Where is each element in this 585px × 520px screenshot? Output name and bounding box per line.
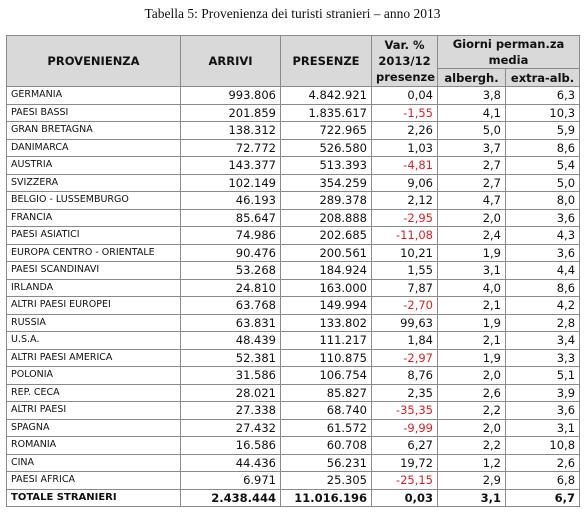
row-presenze: 202.685 xyxy=(281,227,372,245)
header-variazione-line1: Var. % xyxy=(384,38,425,52)
row-name: CINA xyxy=(7,454,181,472)
row-arrivi: 27.338 xyxy=(181,402,281,420)
header-arrivi: ARRIVI xyxy=(181,36,281,87)
row-name: ALTRI PAESI EUROPEI xyxy=(7,297,181,315)
total-extra: 6,7 xyxy=(506,489,580,507)
table-row xyxy=(7,104,580,122)
row-arrivi: 993.806 xyxy=(181,87,281,105)
row-name: REP. CECA xyxy=(7,384,181,402)
table-row xyxy=(7,419,580,437)
row-name: GRAN BRETAGNA xyxy=(7,122,181,140)
row-var: 6,27 xyxy=(372,437,438,455)
row-extra: 3,1 xyxy=(506,419,580,437)
row-albergh: 1,9 xyxy=(438,244,506,262)
row-presenze: 208.888 xyxy=(281,209,372,227)
row-presenze: 163.000 xyxy=(281,279,372,297)
row-presenze: 184.924 xyxy=(281,262,372,280)
row-presenze: 200.561 xyxy=(281,244,372,262)
row-presenze: 289.378 xyxy=(281,192,372,210)
row-extra: 3,3 xyxy=(506,349,580,367)
table-row xyxy=(7,122,580,140)
header-extra-alb: extra-alb. xyxy=(506,69,580,87)
row-name: AUSTRIA xyxy=(7,157,181,175)
row-presenze: 513.393 xyxy=(281,157,372,175)
row-extra: 6,3 xyxy=(506,87,580,105)
tourist-origin-table xyxy=(6,35,580,507)
row-arrivi: 52.381 xyxy=(181,349,281,367)
row-arrivi: 46.193 xyxy=(181,192,281,210)
table-row xyxy=(7,139,580,157)
table-row xyxy=(7,244,580,262)
table-row xyxy=(7,367,580,385)
row-var: -25,15 xyxy=(372,472,438,490)
row-extra: 6,8 xyxy=(506,472,580,490)
row-var: 99,63 xyxy=(372,314,438,332)
row-albergh: 4,1 xyxy=(438,104,506,122)
header-presenze: PRESENZE xyxy=(281,36,372,87)
table-row xyxy=(7,87,580,105)
row-var: 2,12 xyxy=(372,192,438,210)
row-albergh: 2,2 xyxy=(438,437,506,455)
row-presenze: 722.965 xyxy=(281,122,372,140)
row-albergh: 4,7 xyxy=(438,192,506,210)
row-var: 7,87 xyxy=(372,279,438,297)
row-albergh: 3,7 xyxy=(438,139,506,157)
row-arrivi: 31.586 xyxy=(181,367,281,385)
row-arrivi: 63.831 xyxy=(181,314,281,332)
row-name: SPAGNA xyxy=(7,419,181,437)
row-albergh: 3,8 xyxy=(438,87,506,105)
row-presenze: 1.835.617 xyxy=(281,104,372,122)
row-extra: 8,6 xyxy=(506,279,580,297)
row-var: -2,97 xyxy=(372,349,438,367)
row-arrivi: 90.476 xyxy=(181,244,281,262)
row-var: -11,08 xyxy=(372,227,438,245)
table-row xyxy=(7,262,580,280)
table-row xyxy=(7,472,580,490)
row-var: 9,06 xyxy=(372,174,438,192)
row-presenze: 68.740 xyxy=(281,402,372,420)
row-arrivi: 44.436 xyxy=(181,454,281,472)
row-name: GERMANIA xyxy=(7,87,181,105)
total-arrivi: 2.438.444 xyxy=(181,489,281,507)
row-albergh: 1,2 xyxy=(438,454,506,472)
row-arrivi: 85.647 xyxy=(181,209,281,227)
table-row xyxy=(7,437,580,455)
row-arrivi: 74.986 xyxy=(181,227,281,245)
row-name: BELGIO - LUSSEMBURGO xyxy=(7,192,181,210)
row-albergh: 3,1 xyxy=(438,262,506,280)
row-name: PAESI ASIATICI xyxy=(7,227,181,245)
row-var: 1,03 xyxy=(372,139,438,157)
row-var: 10,21 xyxy=(372,244,438,262)
row-presenze: 85.827 xyxy=(281,384,372,402)
row-var: -2,70 xyxy=(372,297,438,315)
row-albergh: 2,0 xyxy=(438,419,506,437)
table-row xyxy=(7,157,580,175)
header-variazione-line2: 2013/12 xyxy=(378,54,431,68)
row-extra: 5,9 xyxy=(506,122,580,140)
row-var: 19,72 xyxy=(372,454,438,472)
row-arrivi: 201.859 xyxy=(181,104,281,122)
row-name: RUSSIA xyxy=(7,314,181,332)
row-presenze: 111.217 xyxy=(281,332,372,350)
row-name: EUROPA CENTRO - ORIENTALE xyxy=(7,244,181,262)
table-row xyxy=(7,174,580,192)
row-presenze: 149.994 xyxy=(281,297,372,315)
row-arrivi: 63.768 xyxy=(181,297,281,315)
row-presenze: 354.259 xyxy=(281,174,372,192)
row-var: 2,26 xyxy=(372,122,438,140)
row-name: DANIMARCA xyxy=(7,139,181,157)
table-row xyxy=(7,349,580,367)
row-albergh: 2,1 xyxy=(438,332,506,350)
row-extra: 3,9 xyxy=(506,384,580,402)
table-row xyxy=(7,314,580,332)
row-extra: 5,0 xyxy=(506,174,580,192)
table-row xyxy=(7,402,580,420)
row-albergh: 2,0 xyxy=(438,367,506,385)
row-albergh: 1,9 xyxy=(438,349,506,367)
row-albergh: 2,6 xyxy=(438,384,506,402)
row-extra: 3,4 xyxy=(506,332,580,350)
row-name: ALTRI PAESI AMERICA xyxy=(7,349,181,367)
table-row xyxy=(7,384,580,402)
row-name: U.S.A. xyxy=(7,332,181,350)
row-arrivi: 48.439 xyxy=(181,332,281,350)
row-presenze: 61.572 xyxy=(281,419,372,437)
row-var: 8,76 xyxy=(372,367,438,385)
row-name: ALTRI PAESI xyxy=(7,402,181,420)
row-var: -4,81 xyxy=(372,157,438,175)
total-albergh: 3,1 xyxy=(438,489,506,507)
table-row-total xyxy=(7,489,580,507)
row-var: -2,95 xyxy=(372,209,438,227)
row-extra: 5,1 xyxy=(506,367,580,385)
table-row xyxy=(7,454,580,472)
row-albergh: 2,1 xyxy=(438,297,506,315)
row-extra: 10,3 xyxy=(506,104,580,122)
row-presenze: 110.875 xyxy=(281,349,372,367)
header-giorni-line1: Giorni perman.za xyxy=(452,37,565,51)
row-extra: 8,6 xyxy=(506,139,580,157)
row-var: -9,99 xyxy=(372,419,438,437)
row-extra: 5,4 xyxy=(506,157,580,175)
header-variazione xyxy=(372,36,438,87)
row-arrivi: 6.971 xyxy=(181,472,281,490)
row-var: -1,55 xyxy=(372,104,438,122)
row-name: POLONIA xyxy=(7,367,181,385)
row-presenze: 56.231 xyxy=(281,454,372,472)
row-arrivi: 27.432 xyxy=(181,419,281,437)
row-arrivi: 138.312 xyxy=(181,122,281,140)
row-extra: 10,8 xyxy=(506,437,580,455)
row-var: 1,84 xyxy=(372,332,438,350)
table-row xyxy=(7,192,580,210)
row-albergh: 2,0 xyxy=(438,209,506,227)
row-name: PAESI AFRICA xyxy=(7,472,181,490)
row-albergh: 2,7 xyxy=(438,157,506,175)
row-albergh: 5,0 xyxy=(438,122,506,140)
row-albergh: 2,2 xyxy=(438,402,506,420)
header-albergh: albergh. xyxy=(438,69,506,87)
row-albergh: 2,7 xyxy=(438,174,506,192)
row-presenze: 106.754 xyxy=(281,367,372,385)
row-presenze: 526.580 xyxy=(281,139,372,157)
row-albergh: 1,9 xyxy=(438,314,506,332)
table-row xyxy=(7,297,580,315)
row-extra: 3,6 xyxy=(506,402,580,420)
row-arrivi: 16.586 xyxy=(181,437,281,455)
header-giorni-permanenza xyxy=(438,36,580,69)
row-presenze: 25.305 xyxy=(281,472,372,490)
header-giorni-line2: media xyxy=(488,53,529,67)
total-presenze: 11.016.196 xyxy=(281,489,372,507)
row-name: IRLANDA xyxy=(7,279,181,297)
row-arrivi: 28.021 xyxy=(181,384,281,402)
table-row xyxy=(7,209,580,227)
row-albergh: 2,4 xyxy=(438,227,506,245)
table-body xyxy=(7,87,580,490)
row-arrivi: 72.772 xyxy=(181,139,281,157)
row-albergh: 2,9 xyxy=(438,472,506,490)
row-presenze: 60.708 xyxy=(281,437,372,455)
total-var: 0,03 xyxy=(372,489,438,507)
row-extra: 3,6 xyxy=(506,209,580,227)
row-name: PAESI BASSI xyxy=(7,104,181,122)
table-caption: Tabella 5: Provenienza dei turisti stranieri – anno 2013 xyxy=(144,6,441,21)
row-var: 0,04 xyxy=(372,87,438,105)
row-arrivi: 143.377 xyxy=(181,157,281,175)
row-extra: 2,6 xyxy=(506,454,580,472)
row-name: PAESI SCANDINAVI xyxy=(7,262,181,280)
table-row xyxy=(7,279,580,297)
row-name: ROMANIA xyxy=(7,437,181,455)
row-var: 2,35 xyxy=(372,384,438,402)
row-extra: 4,2 xyxy=(506,297,580,315)
total-name: TOTALE STRANIERI xyxy=(7,489,181,507)
table-row xyxy=(7,332,580,350)
row-extra: 8,0 xyxy=(506,192,580,210)
row-arrivi: 102.149 xyxy=(181,174,281,192)
header-provenienza: PROVENIENZA xyxy=(7,36,181,87)
row-var: 1,55 xyxy=(372,262,438,280)
row-name: FRANCIA xyxy=(7,209,181,227)
row-presenze: 133.802 xyxy=(281,314,372,332)
row-extra: 4,4 xyxy=(506,262,580,280)
row-name: SVIZZERA xyxy=(7,174,181,192)
row-arrivi: 24.810 xyxy=(181,279,281,297)
row-extra: 2,8 xyxy=(506,314,580,332)
row-var: -35,35 xyxy=(372,402,438,420)
table-row xyxy=(7,227,580,245)
row-presenze: 4.842.921 xyxy=(281,87,372,105)
row-extra: 4,3 xyxy=(506,227,580,245)
row-extra: 3,6 xyxy=(506,244,580,262)
row-arrivi: 53.268 xyxy=(181,262,281,280)
header-variazione-line3: presenze xyxy=(376,70,436,84)
row-albergh: 4,0 xyxy=(438,279,506,297)
